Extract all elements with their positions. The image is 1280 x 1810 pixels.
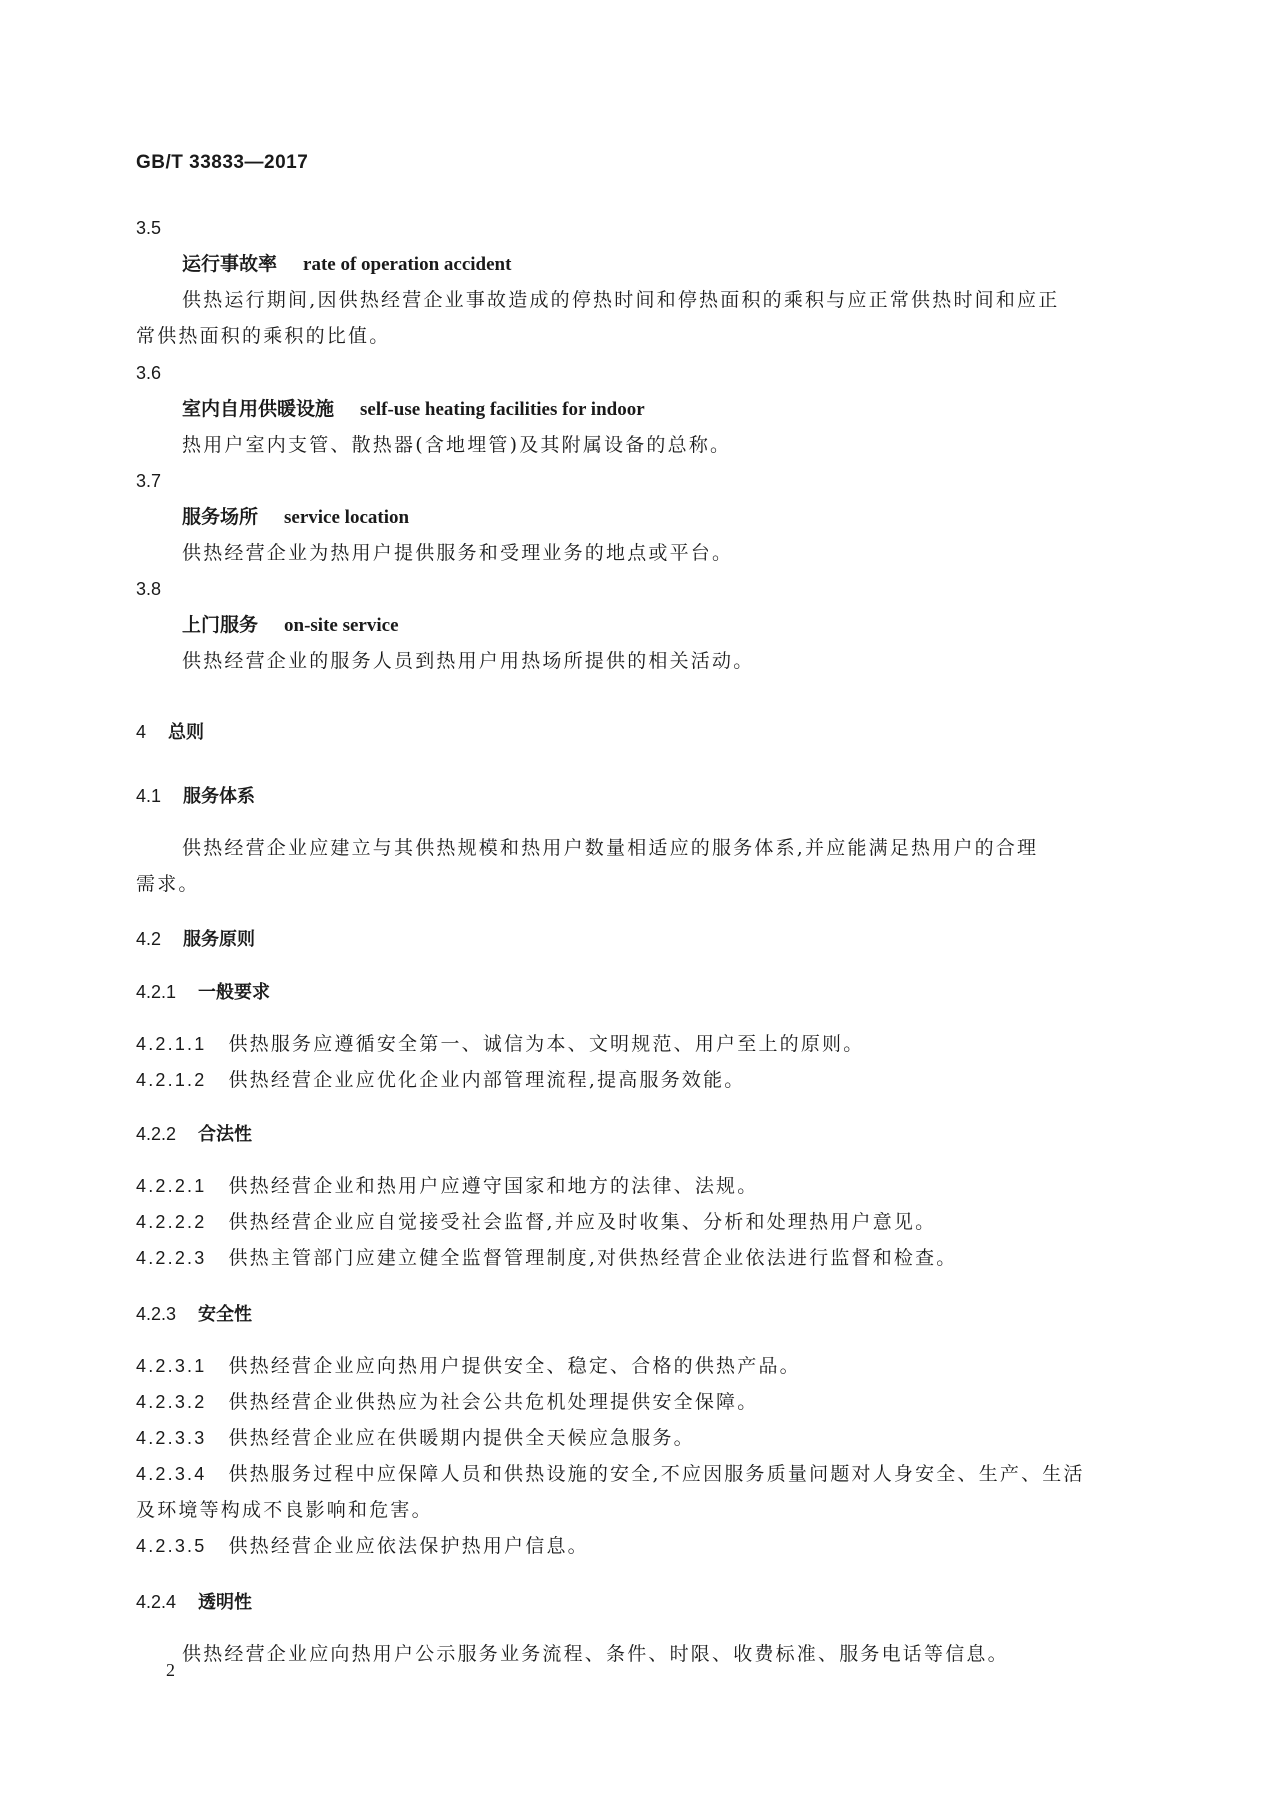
section-number: 3.7 (136, 471, 162, 491)
clause-number: 4.2.1.1 (136, 1034, 207, 1054)
clause-text: 供热经营企业应自觉接受社会监督,并应及时收集、分析和处理热用户意见。 (228, 1211, 937, 1233)
heading-title: 服务体系 (183, 786, 256, 807)
clause (136, 1426, 695, 1450)
clause-number: 4.2.2.2 (136, 1212, 207, 1232)
term-zh: 服务场所 (182, 506, 259, 528)
heading-number: 4 (136, 722, 147, 742)
clause-text: 供热主管部门应建立健全监督管理制度,对供热经营企业依法进行监督和检查。 (228, 1247, 958, 1269)
term-en: on-site service (284, 615, 399, 636)
heading-number: 4.1 (136, 786, 162, 806)
term-en: self-use heating facilities for indoor (360, 399, 645, 420)
page-number: 2 (166, 1660, 175, 1680)
standard-code (136, 152, 308, 174)
section-number: 3.5 (136, 218, 162, 238)
term-zh: 室内自用供暖设施 (182, 398, 335, 420)
clause-number: 4.2.2.3 (136, 1248, 207, 1268)
clause-number: 4.2.2.1 (136, 1176, 207, 1196)
definition-line: 热用户室内支管、散热器(含地埋管)及其附属设备的总称。 (182, 434, 732, 456)
subsection-heading (136, 1302, 252, 1327)
clause-text: 供热经营企业应在供暖期内提供全天候应急服务。 (228, 1427, 695, 1449)
clause (136, 1354, 801, 1378)
heading-title: 总则 (168, 722, 205, 743)
clause (136, 1462, 1085, 1486)
chapter-heading (136, 720, 204, 745)
clause-text: 供热服务过程中应保障人员和供热设施的安全,不应因服务质量问题对人身安全、生产、生活 (228, 1463, 1085, 1485)
section-number: 3.8 (136, 579, 162, 599)
clause (136, 1032, 864, 1056)
clause-continuation: 及环境等构成不良影响和危害。 (136, 1499, 433, 1521)
clause-number: 4.2.1.2 (136, 1070, 207, 1090)
clause-number: 4.2.3.1 (136, 1356, 207, 1376)
clause (136, 1068, 746, 1092)
clause-number: 4.2.3.5 (136, 1536, 207, 1556)
paragraph-line: 供热经营企业应向热用户公示服务业务流程、条件、时限、收费标准、服务电话等信息。 (182, 1643, 1009, 1665)
clause-text: 供热经营企业应优化企业内部管理流程,提高服务效能。 (228, 1069, 746, 1091)
subsection-heading (136, 784, 255, 809)
heading-number: 4.2.2 (136, 1124, 177, 1144)
definition-line: 供热经营企业的服务人员到热用户用热场所提供的相关活动。 (182, 650, 755, 672)
subsection-heading (136, 1122, 252, 1147)
heading-number: 4.2 (136, 929, 162, 949)
subsection-heading (136, 980, 270, 1005)
term-zh: 上门服务 (182, 614, 259, 636)
heading-number: 4.2.1 (136, 982, 177, 1002)
paragraph-line: 需求。 (136, 873, 200, 895)
section-number: 3.6 (136, 363, 162, 383)
heading-number: 4.2.3 (136, 1304, 177, 1324)
clause-number: 4.2.3.4 (136, 1464, 207, 1484)
clause-text: 供热经营企业和热用户应遵守国家和地方的法律、法规。 (228, 1175, 759, 1197)
definition-line: 供热运行期间,因供热经营企业事故造成的停热时间和停热面积的乘积与应正常供热时间和应正 (182, 289, 1060, 311)
clause-number: 4.2.3.2 (136, 1392, 207, 1412)
term-heading (182, 252, 511, 277)
term-en: service location (284, 507, 410, 528)
term-heading (182, 613, 399, 638)
definition-line: 常供热面积的乘积的比值。 (136, 325, 391, 347)
clause-text: 供热服务应遵循安全第一、诚信为本、文明规范、用户至上的原则。 (228, 1033, 865, 1055)
clause (136, 1210, 936, 1234)
clause-number: 4.2.3.3 (136, 1428, 207, 1448)
heading-title: 合法性 (198, 1124, 253, 1145)
clause-text: 供热经营企业供热应为社会公共危机处理提供安全保障。 (228, 1391, 759, 1413)
term-en: rate of operation accident (303, 254, 512, 275)
standard-code-text: GB/T 33833—2017 (136, 152, 309, 173)
term-zh: 运行事故率 (182, 253, 278, 275)
heading-title: 服务原则 (183, 929, 256, 950)
term-heading (182, 397, 645, 422)
clause-text: 供热经营企业应依法保护热用户信息。 (228, 1535, 589, 1557)
subsection-heading (136, 927, 255, 952)
clause (136, 1174, 758, 1198)
clause (136, 1534, 589, 1558)
definition-line: 供热经营企业为热用户提供服务和受理业务的地点或平台。 (182, 542, 734, 564)
paragraph-line: 供热经营企业应建立与其供热规模和热用户数量相适应的服务体系,并应能满足热用户的合理 (182, 837, 1039, 859)
heading-title: 一般要求 (198, 982, 271, 1003)
subsection-heading (136, 1590, 252, 1615)
clause-text: 供热经营企业应向热用户提供安全、稳定、合格的供热产品。 (228, 1355, 801, 1377)
heading-title: 透明性 (198, 1592, 253, 1613)
heading-title: 安全性 (198, 1304, 253, 1325)
heading-number: 4.2.4 (136, 1592, 177, 1612)
term-heading (182, 505, 409, 530)
clause (136, 1246, 958, 1270)
clause (136, 1390, 758, 1414)
